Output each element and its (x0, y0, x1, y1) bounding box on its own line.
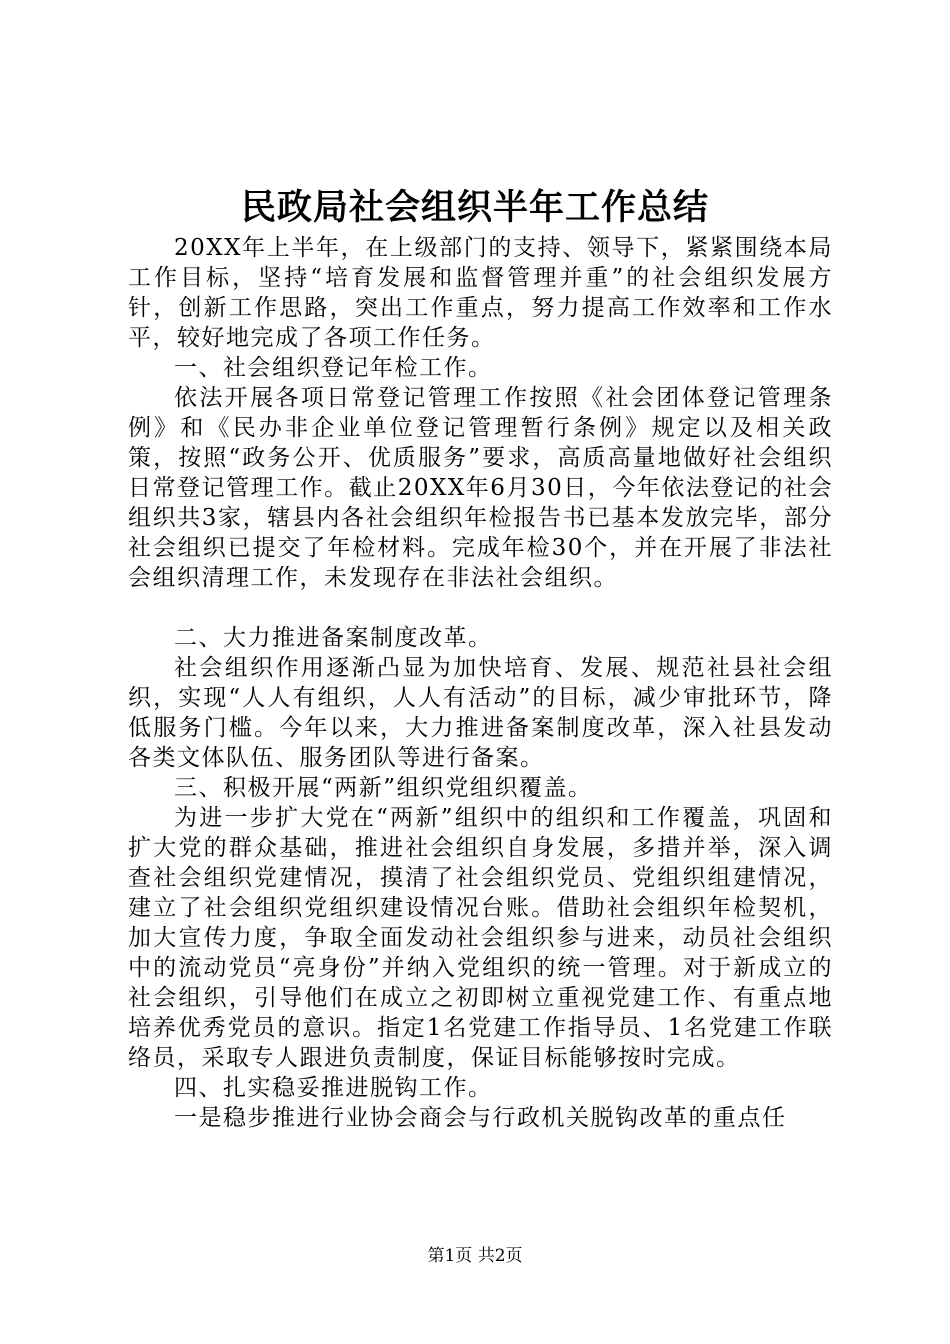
document-title: 民政局社会组织半年工作总结 (240, 187, 709, 228)
section-heading-4: 四、扎实稳妥推进脱钩工作。 (174, 1075, 493, 1101)
section-heading-3: 三、积极开展“两新”组织党组织覆盖。 (174, 775, 593, 801)
section-3-paragraph: 为进一步扩大党在“两新”组织中的组织和工作覆盖，巩固和扩大党的群众基础，推进社会组织自身发展，多措并举，深入调查社会组织党建情况，摸清了社会组织党员、党组织组建情况，建立了社会组织党组织建设情况台账。借助社会组织年检契机，加大宣传力度，争取全面发动社会组织参与进来，动员社会组织中的流动党员“亮身份”并纳入党组织的统一管理。对于新成立的社会组织，引导他们在成立之初即树立重视党建工作、有重点地培养优秀党员的意识。指定1名党建工作指导员、1名党建工作联络员，采取专人跟进负责制度，保证目标能够按时完成。 (128, 805, 833, 1071)
section-heading-1: 一、社会组织登记年检工作。 (174, 355, 493, 381)
section-2-paragraph: 社会组织作用逐渐凸显为加快培育、发展、规范社县社会组织，实现“人人有组织，人人有活动”的目标，减少审批环节，降低服务门槛。今年以来，大力推进备案制度改革，深入社县发动各类文体队伍、服务团队等进行备案。 (128, 655, 833, 771)
page-footer: 第1页 共2页 (427, 1246, 523, 1266)
section-1-paragraph: 依法开展各项日常登记管理工作按照《社会团体登记管理条例》和《民办非企业单位登记管理暂行条例》规定以及相关政策，按照“政务公开、优质服务”要求，高质高量地做好社会组织日常登记管理工作。截止20XX年6月30日，今年依法登记的社会组织共3家，辖县内各社会组织年检报告书已基本发放完毕，部分社会组织已提交了年检材料。完成年检30个，并在开展了非法社会组织清理工作，未发现存在非法社会组织。 (128, 385, 833, 591)
section-heading-2: 二、大力推进备案制度改革。 (174, 625, 493, 651)
document-body (128, 233, 833, 1133)
intro-paragraph: 20XX年上半年，在上级部门的支持、领导下，紧紧围绕本局工作目标，坚持“培育发展和监督管理并重”的社会组织发展方针，创新工作思路，突出工作重点，努力提高工作效率和工作水平，较好地完成了各项工作任务。 (128, 235, 833, 351)
section-4-paragraph: 一是稳步推进行业协会商会与行政机关脱钩改革的重点任 (174, 1105, 787, 1131)
